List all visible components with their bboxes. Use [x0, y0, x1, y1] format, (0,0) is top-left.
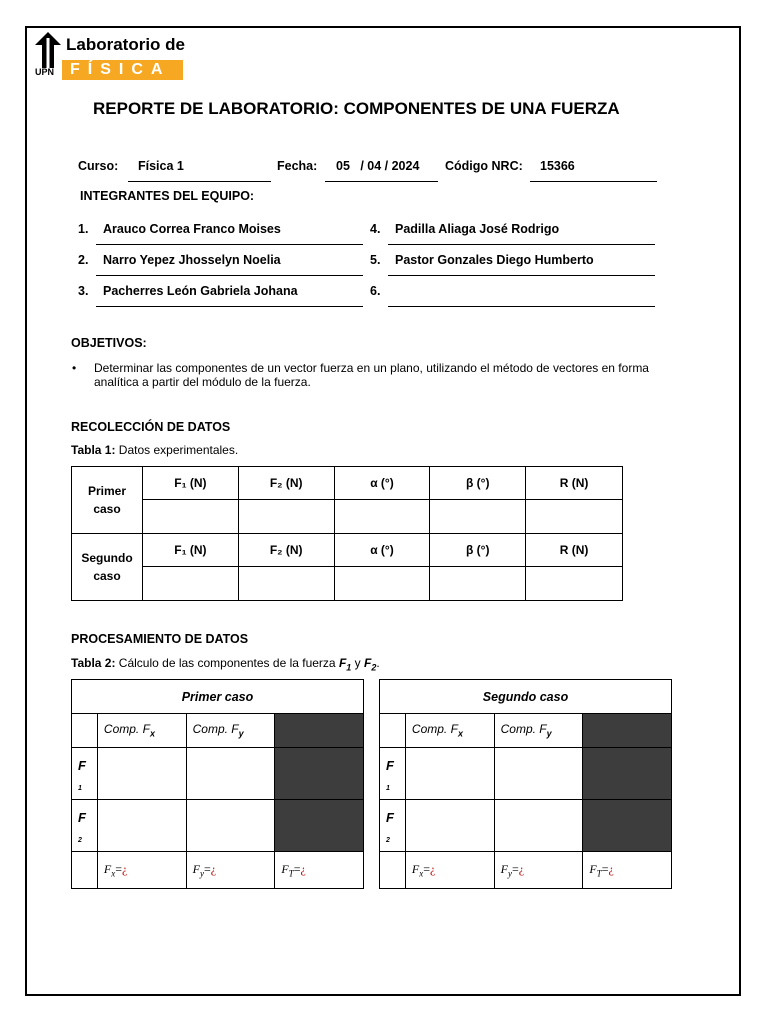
upn-logo [34, 32, 184, 82]
member-num: 4. [370, 222, 381, 236]
member-num: 2. [78, 253, 89, 267]
fx-formula[interactable]: $F_x=¿$ [97, 852, 186, 889]
ft-formula[interactable]: $F_T=¿$ [275, 852, 364, 889]
data-cell[interactable] [142, 567, 238, 601]
data-cell[interactable] [526, 567, 623, 601]
case2-label: Segundo caso [72, 534, 143, 601]
member-underline [96, 244, 363, 245]
caption-and: y [351, 656, 364, 670]
fecha-label: Fecha: [277, 159, 318, 173]
caption-end: . [376, 656, 380, 670]
shaded-cell [583, 714, 672, 748]
processing-heading: PROCESAMIENTO DE DATOS [71, 632, 249, 646]
objectives-text: Determinar las componentes de un vector fuerza en un plano, utilizando el método de vectores en forma analítica a partir del módulo de la fuerza. [94, 361, 649, 389]
data-cell[interactable] [97, 748, 186, 800]
shaded-cell [275, 714, 364, 748]
member-underline [96, 275, 363, 276]
caption-f1: F [338, 656, 347, 670]
column-header: F₂ (N) [238, 467, 334, 500]
member-name: Arauco Correa Franco Moises [103, 222, 281, 236]
member-name: Narro Yepez Jhosselyn Noelia [103, 253, 281, 267]
caption-f2: F [363, 656, 372, 670]
row-label-f1: F 1 [72, 748, 98, 800]
data-cell[interactable] [405, 748, 494, 800]
data-collection-heading: RECOLECCIÓN DE DATOS [71, 420, 231, 434]
team-heading: INTEGRANTES DEL EQUIPO: [80, 189, 255, 203]
column-header: R (N) [526, 467, 623, 500]
column-header: β (°) [430, 467, 526, 500]
column-header: F₂ (N) [238, 534, 334, 567]
fx-formula[interactable]: $F_x=¿$ [405, 852, 494, 889]
table2-caption-label: Tabla 2: [71, 656, 116, 670]
nrc-underline [530, 181, 657, 182]
bullet-icon: • [72, 361, 77, 375]
data-cell[interactable] [238, 500, 334, 534]
table1-caption-text: Datos experimentales. [115, 443, 239, 457]
processing-table-second-case [379, 679, 672, 889]
shaded-cell [583, 800, 672, 852]
data-cell[interactable] [430, 567, 526, 601]
member-underline [388, 306, 655, 307]
comp-fy-header: Comp. $F_y$ [494, 714, 583, 748]
shaded-cell [583, 748, 672, 800]
member-underline [388, 275, 655, 276]
row-label-f2: F 2 [380, 800, 406, 852]
fecha-value: 05 / 04 / 2024 [336, 159, 420, 173]
curso-label: Curso: [78, 159, 119, 173]
table-title: Segundo caso [380, 680, 672, 714]
row-label-f2: F 2 [72, 800, 98, 852]
comp-fx-header: Comp. $F_x$ [405, 714, 494, 748]
processing-table-first-case [71, 679, 364, 889]
member-underline [96, 306, 363, 307]
logo-line2: FÍSICA [62, 60, 183, 80]
data-cell[interactable] [494, 800, 583, 852]
fy-formula[interactable]: $F_y=¿$ [494, 852, 583, 889]
table2-caption [71, 656, 380, 672]
table2-caption-text: Cálculo de las componentes de la fuerza [115, 656, 339, 670]
member-name: Pastor Gonzales Diego Humberto [395, 253, 594, 267]
fy-formula[interactable]: $F_y=¿$ [186, 852, 275, 889]
nrc-value: 15366 [540, 159, 575, 173]
caption-f2-sub: 2 [371, 662, 377, 673]
member-num: 1. [78, 222, 89, 236]
experimental-data-table [71, 466, 623, 601]
data-cell[interactable] [405, 800, 494, 852]
member-num: 3. [78, 284, 89, 298]
member-name: Padilla Aliaga José Rodrigo [395, 222, 560, 236]
member-num: 5. [370, 253, 381, 267]
member-underline [388, 244, 655, 245]
member-num: 6. [370, 284, 381, 298]
curso-underline [128, 181, 271, 182]
column-header: F₁ (N) [142, 534, 238, 567]
nrc-label: Código NRC: [445, 159, 523, 173]
row-label-f1: F 1 [380, 748, 406, 800]
data-cell[interactable] [494, 748, 583, 800]
ft-formula[interactable]: $F_T=¿$ [583, 852, 672, 889]
report-title: REPORTE DE LABORATORIO: COMPONENTES DE UNA FUERZA [93, 99, 620, 118]
objectives-heading: OBJETIVOS: [71, 336, 147, 350]
data-cell[interactable] [97, 800, 186, 852]
case1-label: Primer caso [72, 467, 143, 534]
logo-line1: Laboratorio de [66, 35, 186, 54]
table-title: Primer caso [72, 680, 364, 714]
column-header: β (°) [430, 534, 526, 567]
comp-fx-header: Comp. $F_x$ [97, 714, 186, 748]
member-name: Pacherres León Gabriela Johana [103, 284, 298, 298]
data-cell[interactable] [186, 748, 275, 800]
data-cell[interactable] [334, 500, 430, 534]
data-cell[interactable] [334, 567, 430, 601]
curso-value: Física 1 [138, 159, 184, 173]
column-header: F₁ (N) [142, 467, 238, 500]
caption-f1-sub: 1 [346, 662, 352, 673]
data-cell[interactable] [238, 567, 334, 601]
column-header: α (°) [334, 467, 430, 500]
logo-abbr: UPN [35, 67, 55, 77]
table1-caption [71, 443, 238, 457]
shaded-cell [275, 748, 364, 800]
data-cell[interactable] [186, 800, 275, 852]
comp-fy-header: Comp. $F_y$ [186, 714, 275, 748]
data-cell[interactable] [526, 500, 623, 534]
column-header: R (N) [526, 534, 623, 567]
data-cell[interactable] [142, 500, 238, 534]
column-header: α (°) [334, 534, 430, 567]
shaded-cell [275, 800, 364, 852]
table1-caption-label: Tabla 1: [71, 443, 116, 457]
data-cell[interactable] [430, 500, 526, 534]
fecha-underline [325, 181, 438, 182]
